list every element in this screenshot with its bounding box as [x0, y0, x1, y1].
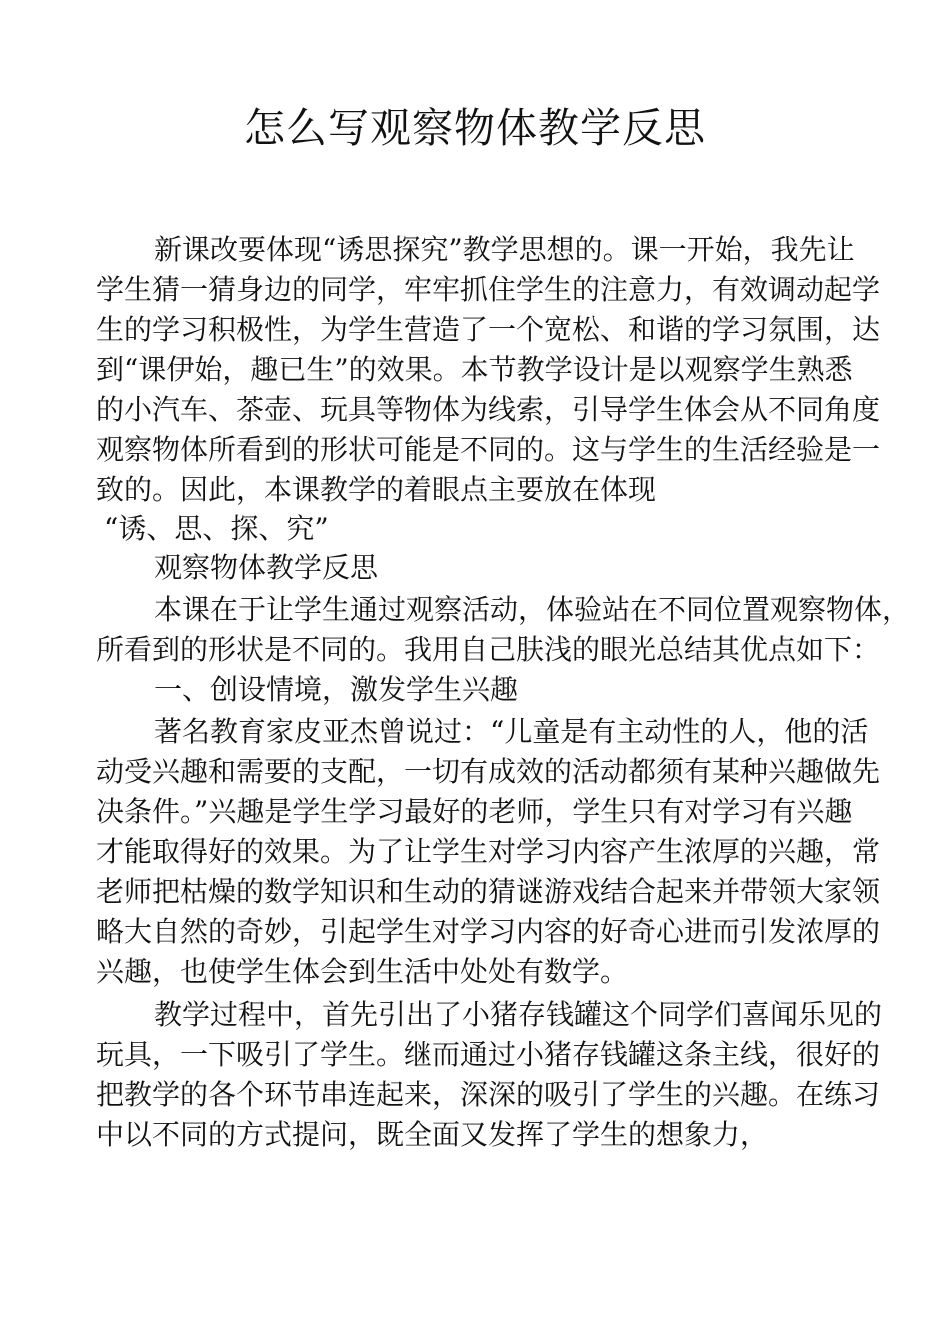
paragraph-line: 把教学的各个环节串连起来，深深的吸引了学生的兴趣。在练习 — [96, 1078, 881, 1111]
quoted-keywords-line: “诱、思、探、究” — [104, 512, 329, 545]
paragraph-line: 玩具，一下吸引了学生。继而通过小猪存钱罐这条主线，很好的 — [96, 1038, 881, 1071]
paragraph-line: 本课在于让学生通过观察活动，体验站在不同位置观察物体， — [154, 593, 911, 626]
paragraph-line: 著名教育家皮亚杰曾说过：“儿童是有主动性的人，他的活 — [154, 715, 869, 748]
paragraph-line: 决条件。”兴趣是学生学习最好的老师，学生只有对学习有兴趣 — [96, 795, 853, 828]
paragraph-line: 致的。因此，本课教学的着眼点主要放在体现 — [96, 473, 657, 506]
paragraph-line: 学生猜一猜身边的同学，牢牢抓住学生的注意力，有效调动起学 — [96, 273, 881, 306]
paragraph-line: 新课改要体现“诱思探究”教学思想的。课一开始，我先让 — [154, 233, 855, 266]
paragraph-line: 中以不同的方式提问，既全面又发挥了学生的想象力， — [96, 1118, 769, 1151]
paragraph-line: 所看到的形状是不同的。我用自己肤浅的眼光总结其优点如下： — [96, 633, 881, 666]
paragraph-line: 动受兴趣和需要的支配，一切有成效的活动都须有某种兴趣做先 — [96, 755, 881, 788]
paragraph-line: 略大自然的奇妙，引起学生对学习内容的好奇心进而引发浓厚的 — [96, 915, 881, 948]
paragraph-line: 生的学习积极性，为学生营造了一个宽松、和谐的学习氛围，达 — [96, 313, 881, 346]
document-title: 怎么写观察物体教学反思 — [244, 104, 706, 152]
paragraph-line: 才能取得好的效果。为了让学生对学习内容产生浓厚的兴趣，常 — [96, 835, 881, 868]
paragraph-line: 教学过程中，首先引出了小猪存钱罐这个同学们喜闻乐见的 — [154, 998, 883, 1031]
paragraph-line: 到“课伊始，趣已生”的效果。本节教学设计是以观察学生熟悉 — [96, 353, 853, 386]
paragraph-line: 的小汽车、茶壶、玩具等物体为线索，引导学生体会从不同角度 — [96, 393, 881, 426]
section-subtitle: 观察物体教学反思 — [154, 551, 379, 584]
section-heading: 一、创设情境，激发学生兴趣 — [154, 673, 519, 706]
paragraph-line: 老师把枯燥的数学知识和生动的猜谜游戏结合起来并带领大家领 — [96, 875, 881, 908]
paragraph-line: 观察物体所看到的形状可能是不同的。这与学生的生活经验是一 — [96, 433, 881, 466]
paragraph-line: 兴趣，也使学生体会到生活中处处有数学。 — [96, 955, 629, 988]
